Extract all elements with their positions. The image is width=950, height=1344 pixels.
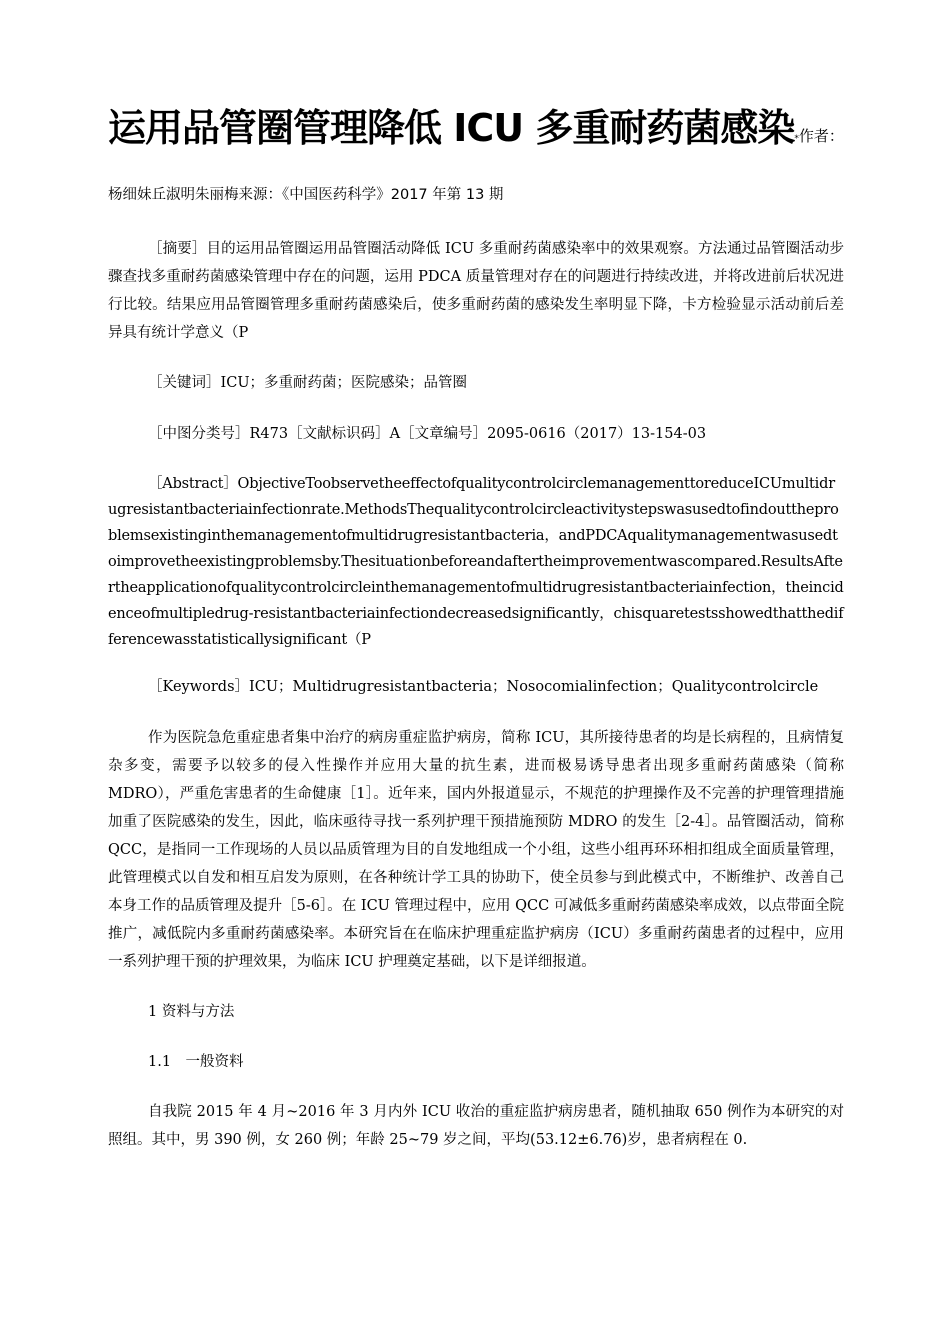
methods-paragraph: 自我院 2015 年 4 月~2016 年 3 月内外 ICU 收治的重症监护病房患者，随机抽取 650 例作为本研究的对照组。其中，男 390 例，女 260 例；年龄 25~79 岁之间，平均(53.12±6.76)岁，患者病程在 0. xyxy=(108,1104,844,1148)
abstract-chinese: ［摘要］目的运用品管圈运用品管圈活动降低 ICU 多重耐药菌感染率中的效果观察。方法通过品管圈活动步骤查找多重耐药菌感染管理中存在的问题，运用 PDCA 质量管理对存在的问题进行持续改进，并将改进前后状况进行比较。结果应用品管圈管理多重耐药菌感染后，使多重耐药菌的感染发生率明显下降，卡方检验显示活动前后差异具有统计学意义（P xyxy=(108,241,844,341)
document-page xyxy=(108,96,844,1154)
section-heading-1-1: 1.1 一般资料 xyxy=(148,1054,244,1070)
title-footnote-mark: * xyxy=(794,134,799,144)
article-title-line xyxy=(108,96,844,171)
introduction-paragraph: 作为医院急危重症患者集中治疗的病房重症监护病房，简称 ICU，其所接待患者的均是长病程的，且病情复杂多变，需要予以较多的侵入性操作并应用大量的抗生素，进而极易诱导患者出现多重耐药菌感染（简称 MDRO），严重危害患者的生命健康［1］。近年来，国内外报道显示，不规范的护理操作及不完善的护理管理措施加重了医院感染的发生，因此，临床亟待寻找一系列护理干预措施预防 MDRO 的发生［2-4］。品管圈活动，简称 QCC，是指同一工作现场的人员以品质管理为目的自发地组成一个小组，这些小组再环环相扣组成全面质量管理，此管理模式以自发和相互启发为原则，在各种统计学工具的协助下，使全员参与到此模式中，不断维护、改善自己本身工作的品质管理及提升［5-6］。在 ICU 管理过程中，应用 QCC 可减低多重耐药菌感染率成效，以点带面全院推广，减低院内多重耐药菌感染率。本研究旨在在临床护理重症监护病房（ICU）多重耐药菌患者的过程中，应用一系列护理干预的护理效果，为临床 ICU 护理奠定基础，以下是详细报道。 xyxy=(108,730,844,970)
section-heading-1: 1 资料与方法 xyxy=(148,1004,235,1020)
article-byline: 杨细妹丘淑明朱丽梅来源：《中国医药科学》2017 年第 13 期 xyxy=(108,187,504,203)
article-title: 运用品管圈管理降低 ICU 多重耐药菌感染 xyxy=(108,106,795,150)
abstract-english: ［Abstract］ObjectiveToobservetheeffectofqualitycontrolcirclemanagementtoreduceICUmultidrugresistantbacteriainfectionrate.MethodsThequalitycontrolcircleactivitystepswasusedtofindouttheproblemsexistinginthemanagementofmultidrugresistantbacteria，andPDCAqualitymanagementwasusedtoimprovetheexistingproblemsby.Thesituationbeforeandaftertheimprovementwascompared.ResultsAftertheapplicationofqualitycontrolcircleinthemanagementofmultidrugresistantbacteriainfection，theincidenceofmultipledrug-resistantbacteriainfectiondecreasedsignificantly，chisquaretestsshowedthatthedifferencewasstatisticallysignificant（P xyxy=(108,476,844,648)
keywords-chinese: ［关键词］ICU；多重耐药菌；医院感染；品管圈 xyxy=(148,375,468,391)
keywords-english: ［Keywords］ICU；Multidrugresistantbacteria；Nosocomialinfection；Qualitycontrolcircle xyxy=(148,679,819,695)
classification-line: ［中图分类号］R473［文献标识码］A［文章编号］2095-0616（2017）13-154-03 xyxy=(148,426,707,442)
author-label: 作者： xyxy=(798,127,844,145)
